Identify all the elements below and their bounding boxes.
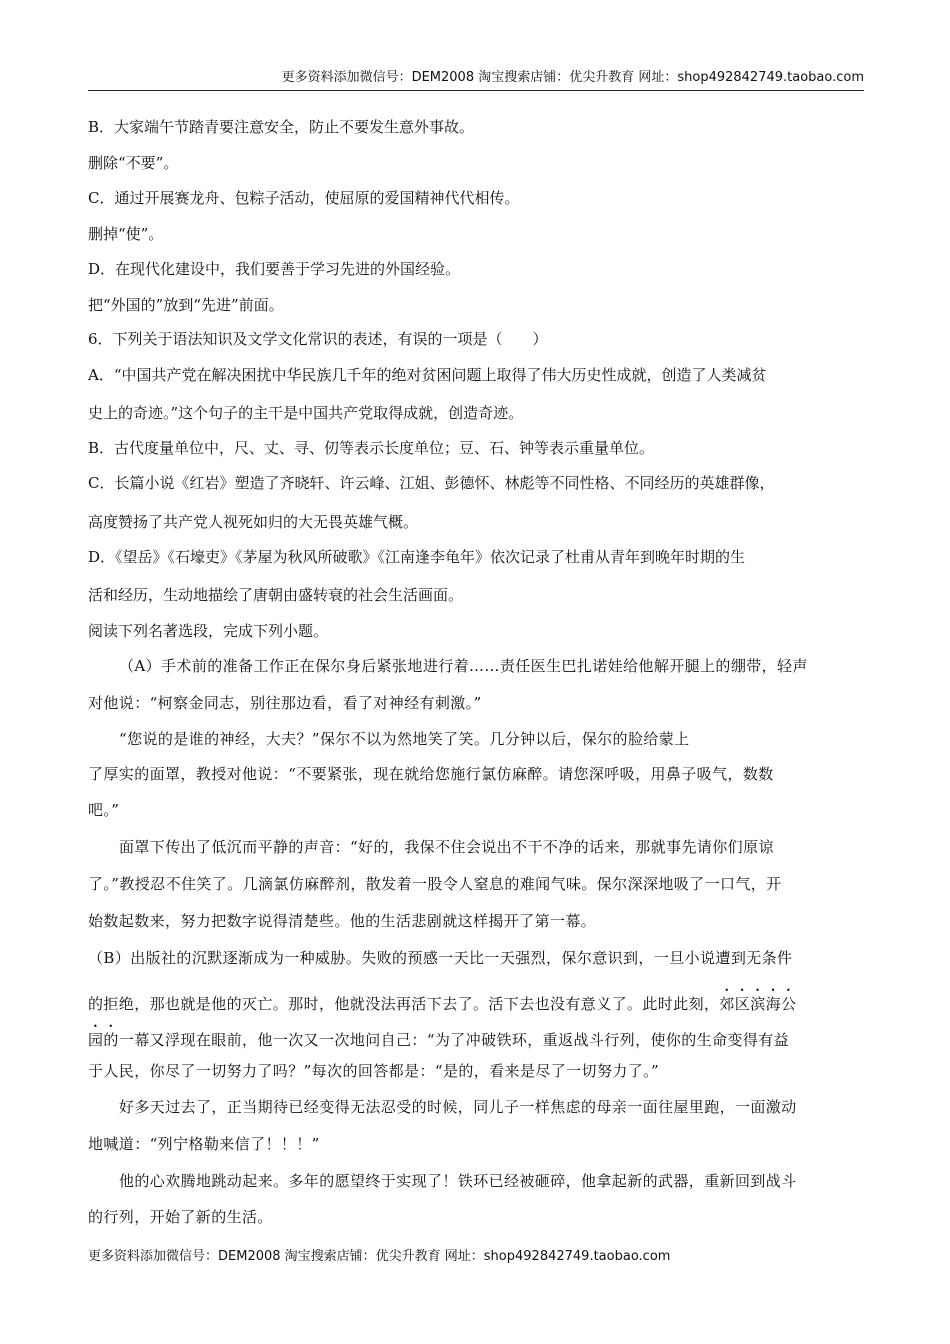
passage-b-line3 — [88, 1022, 789, 1051]
page-header: 更多资料添加微信号：DEM2008 淘宝搜索店铺：优尖升教育 网址：shop492842749.taobao.com — [88, 68, 864, 91]
passage-b-line3-text: 一幕又浮现在眼前，他一次又一次地问自己：“为了冲破铁环，重返战斗行列，使你的生命变得有益 — [118, 1031, 790, 1049]
page-footer: 更多资料添加微信号：DEM2008 淘宝搜索店铺：优尖升教育 网址：shop492842749.taobao.com — [88, 1249, 671, 1264]
q6-option-d-line1: D．《望岳》《石壕吏》《茅屋为秋风所破歌》《江南逢李龟年》依次记录了杜甫从青年到晚年时期的生 — [88, 548, 746, 566]
passage-a-line4: 了厚实的面罩，教授对他说：“不要紧张，现在就给您施行氯仿麻醉。请您深呼吸，用鼻子吸气，数数 — [88, 765, 774, 783]
q5-option-c: C．通过开展赛龙舟、包粽子活动，使屈原的爱国精神代代相传。 — [88, 189, 520, 207]
passage-b-line7: 他的心欢腾地跳动起来。多年的愿望终于实现了！铁环已经被砸碎，他拿起新的武器，重新回到战斗 — [119, 1172, 797, 1190]
passage-a-line6: 面罩下传出了低沉而平静的声音：“好的，我保不住会说出不干不净的话来，那就事先请你们原谅 — [119, 838, 774, 856]
passage-b-line2 — [88, 986, 796, 1015]
q5-option-b-fix: 删除“不要”。 — [88, 154, 179, 172]
reading-instruction: 阅读下列名著选段，完成下列小题。 — [88, 622, 329, 640]
passage-a-line5: 吧。” — [88, 801, 120, 819]
q5-option-d-fix: 把“外国的”放到“先进”前面。 — [88, 296, 284, 314]
q6-option-c-line1: C．长篇小说《红岩》塑造了齐晓轩、许云峰、江姐、彭德怀、林彪等不同性格、不同经历的英雄群像， — [88, 474, 775, 492]
passage-a-line1: （A）手术前的准备工作正在保尔身后紧张地进行着……责任医生巴扎诺娃给他解开腿上的绷带，轻声 — [119, 657, 808, 675]
emphasized-phrase-cont: 园的 — [88, 1031, 119, 1049]
passage-b-line6: 地喊道：“列宁格勒来信了！！！” — [88, 1135, 320, 1153]
q6-option-a-line2: 史上的奇迹。”这个句子的主干是中国共产党取得成就，创造奇迹。 — [88, 404, 524, 422]
q5-option-d: D．在现代化建设中，我们要善于学习先进的外国经验。 — [88, 260, 461, 278]
passage-a-line8: 始数起数来，努力把数字说得清楚些。他的生活悲剧就这样揭开了第一幕。 — [88, 912, 597, 930]
q6-stem: 6．下列关于语法知识及文学文化常识的表述，有误的一项是（ ） — [88, 330, 548, 348]
passage-b-line2-text: 的拒绝，那也就是他的灭亡。那时，他就没法再活下去了。活下去也没有意义了。此时此刻， — [88, 995, 720, 1013]
passage-a-line7: 了。”教授忍不住笑了。几滴氯仿麻醉剂，散发着一股令人窒息的难闻气味。保尔深深地吸了一口气，开 — [88, 875, 782, 893]
passage-b-line1: （B）出版社的沉默逐渐成为一种威胁。失败的预感一天比一天强烈，保尔意识到，一旦小说遭到无条件 — [88, 949, 793, 967]
q6-option-a-line1: A．“中国共产党在解决困扰中华民族几千年的绝对贫困问题上取得了伟大历史性成就，创造了人类减贫 — [88, 366, 767, 384]
q6-option-b: B．古代度量单位中，尺、丈、寻、仞等表示长度单位；豆、石、钟等表示重量单位。 — [88, 439, 655, 457]
q5-option-c-fix: 删掉“使”。 — [88, 225, 164, 243]
q5-option-b: B．大家端午节踏青要注意安全，防止不要发生意外事故。 — [88, 118, 475, 136]
passage-b-line8: 的行列，开始了新的生活。 — [88, 1208, 273, 1226]
passage-b-line4: 于人民，你尽了一切努力了吗？”每次的回答都是：“是的，看来是尽了一切努力了。” — [88, 1062, 660, 1080]
passage-a-line2: 对他说：“柯察金同志，别往那边看，看了对神经有刺激。” — [88, 694, 482, 712]
q6-option-d-line2: 活和经历，生动地描绘了唐朝由盛转衰的社会生活画面。 — [88, 586, 464, 604]
passage-a-line3: “您说的是谁的神经，大夫？”保尔不以为然地笑了笑。几分钟以后，保尔的脸给蒙上 — [119, 730, 690, 748]
passage-b-line5: 好多天过去了，正当期待已经变得无法忍受的时候，同儿子一样焦虑的母亲一面往屋里跑，一面激动 — [119, 1098, 797, 1116]
q6-option-c-line2: 高度赞扬了共产党人视死如归的大无畏英雄气概。 — [88, 513, 419, 531]
emphasized-phrase: 郊区滨海公 — [719, 995, 797, 1013]
